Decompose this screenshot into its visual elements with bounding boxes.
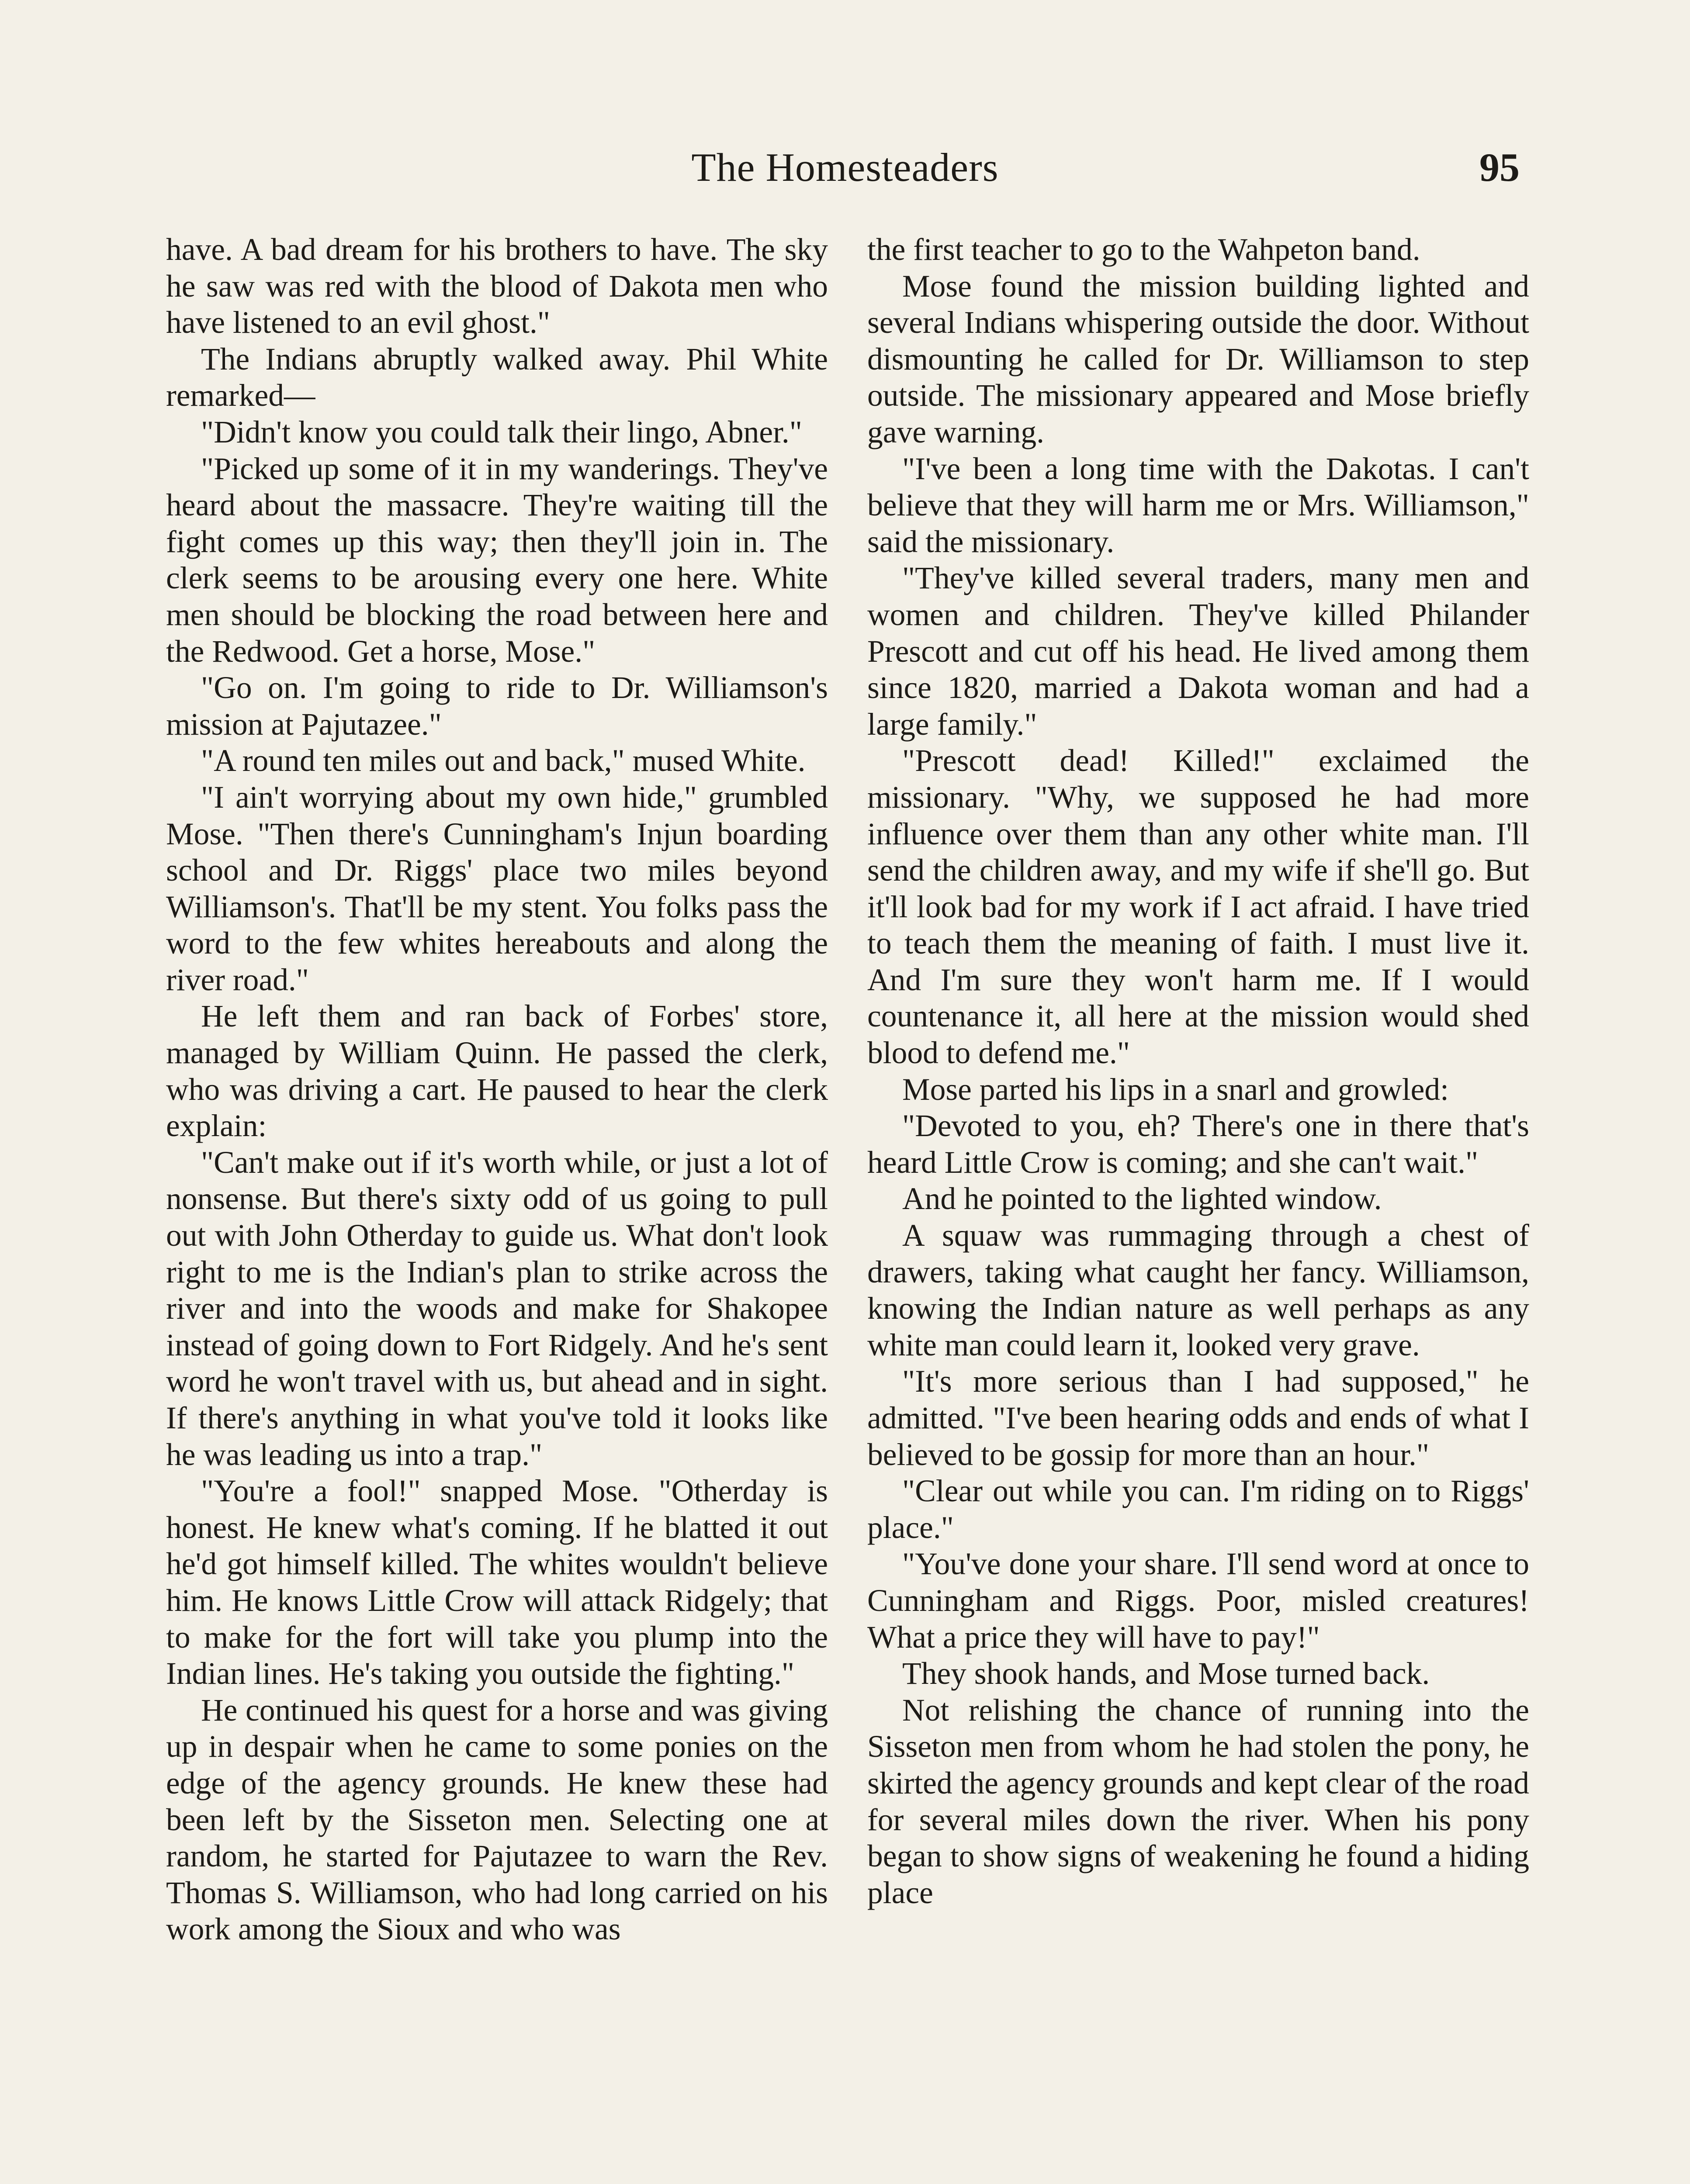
paragraph: "Didn't know you could talk their lingo, Abner."	[201, 415, 802, 449]
paragraph: A squaw was rummaging through a chest of drawers, taking what caught her fancy. Williamson, knowing the Indian nature as well perhaps as any white man could learn it, looked very grave.	[867, 1218, 1529, 1362]
paragraph: "They've killed several traders, many men and women and children. They've killed Philander Prescott and cut off his head. He lived among them since 1820, married a Dakota woman and had a large family."	[867, 561, 1529, 742]
paragraph: They shook hands, and Mose turned back.	[902, 1656, 1430, 1691]
paragraph: "I ain't worrying about my own hide," grumbled Mose. "Then there's Cunningham's Injun boarding school and Dr. Riggs' place two miles beyond Williamson's. That'll be my stent. You folks pass the word to the few whites hereabouts and along the river road."	[166, 780, 828, 997]
left-column	[166, 232, 828, 1948]
paragraph: The Indians abruptly walked away. Phil White remarked—	[166, 342, 828, 413]
paragraph: "Can't make out if it's worth while, or just a lot of nonsense. But there's sixty odd of us going to pull out with John Otherday to guide us. What don't look right to me is the Indian's plan to strike across the river and into the woods and make for Shakopee instead of going down to Fort Ridgely. And he's sent word he won't travel with us, but ahead and in sight. If there's anything in what you've told it looks like he was leading us into a trap."	[166, 1145, 828, 1472]
paragraph: "Go on. I'm going to ride to Dr. Williamson's mission at Pajutazee."	[166, 670, 828, 742]
paragraph: And he pointed to the lighted window.	[902, 1182, 1382, 1216]
paragraph: "Picked up some of it in my wanderings. They've heard about the massacre. They're waiting till the fight comes up this way; then they'll join in. The clerk seems to be arousing every one here. White men should be blocking the road between here and the Redwood. Get a horse, Mose."	[166, 451, 828, 669]
paragraph: "A round ten miles out and back," mused White.	[201, 743, 806, 778]
paragraph: "It's more serious than I had supposed," he admitted. "I've been hearing odds and ends of what I believed to be gossip for more than an hour."	[867, 1364, 1529, 1472]
page-header	[0, 140, 1690, 205]
paragraph: the first teacher to go to the Wahpeton band.	[867, 232, 1420, 267]
paragraph: "Prescott dead! Killed!" exclaimed the missionary. "Why, we supposed he had more influence over them than any other white man. I'll send the children away, and my wife if she'll go. But it'll look bad for my work if I act afraid. I have tried to teach them the meaning of faith. I must live it. And I'm sure they won't harm me. If I would countenance it, all here at the mission would shed blood to defend me."	[867, 743, 1529, 1071]
page-number: 95	[1479, 145, 1520, 190]
paragraph: "Clear out while you can. I'm riding on to Riggs' place."	[867, 1474, 1529, 1545]
paragraph: "You're a fool!" snapped Mose. "Otherday is honest. He knew what's coming. If he blatted it out he'd got himself killed. The whites wouldn't believe him. He knows Little Crow will attack Ridgely; that to make for the fort will take you plump into the Indian lines. He's taking you outside the fighting."	[166, 1474, 828, 1691]
paragraph: Mose parted his lips in a snarl and growled:	[902, 1072, 1449, 1107]
right-column	[867, 232, 1529, 1911]
paragraph: "Devoted to you, eh? There's one in there that's heard Little Crow is coming; and she can't wait."	[867, 1109, 1529, 1180]
running-title: The Homesteaders	[691, 145, 999, 190]
paragraph: Not relishing the chance of running into the Sisseton men from whom he had stolen the pony, he skirted the agency grounds and kept clear of the road for several miles down the river. When his pony began to show signs of weakening he found a hiding place	[867, 1693, 1529, 1910]
paragraph: He continued his quest for a horse and was giving up in despair when he came to some ponies on the edge of the agency grounds. He knew these had been left by the Sisseton men. Selecting one at random, he started for Pajutazee to warn the Rev. Thomas S. Williamson, who had long carried on his work among the Sioux and who was	[166, 1693, 828, 1947]
paragraph: "I've been a long time with the Dakotas. I can't believe that they will harm me or Mrs. Williamson," said the missionary.	[867, 451, 1529, 559]
paragraph: He left them and ran back of Forbes' store, managed by William Quinn. He passed the clerk, who was driving a cart. He paused to hear the clerk explain:	[166, 999, 828, 1144]
paragraph: Mose found the mission building lighted and several Indians whispering outside the door. Without dismounting he called for Dr. Williamson to step outside. The missionary appeared and Mose briefly gave warning.	[867, 269, 1529, 449]
paragraph: have. A bad dream for his brothers to have. The sky he saw was red with the blood of Dakota men who have listened to an evil ghost."	[166, 232, 828, 340]
paragraph: "You've done your share. I'll send word at once to Cunningham and Riggs. Poor, misled creatures! What a price they will have to pay!"	[867, 1547, 1529, 1655]
